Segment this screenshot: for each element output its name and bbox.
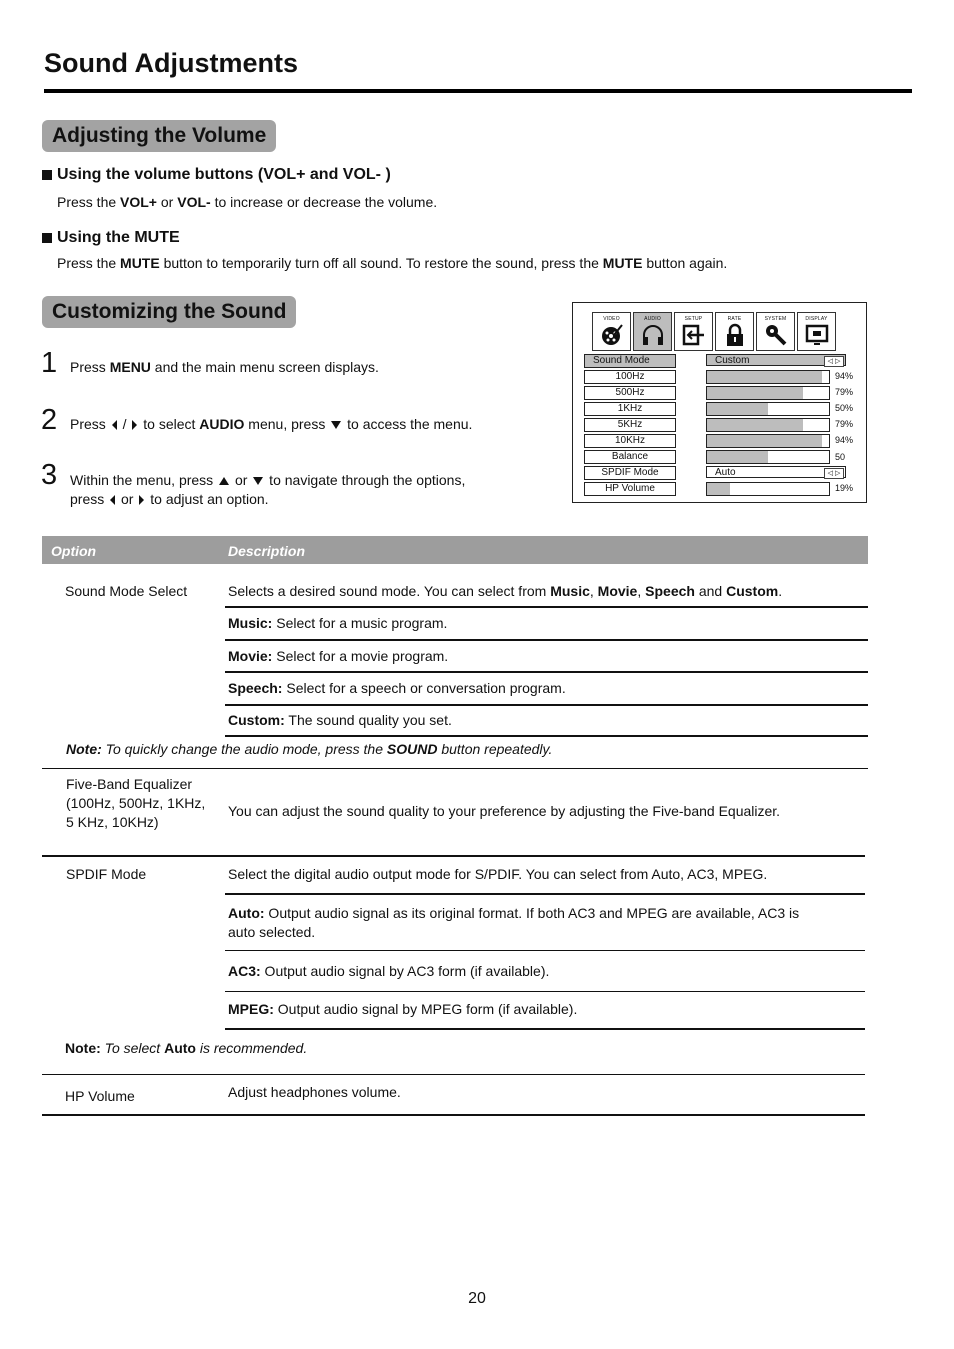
osd-tab-video: VIDEO — [592, 312, 631, 351]
table-bottom-rule — [42, 1114, 865, 1116]
osd-tab-display: DISPLAY — [797, 312, 836, 351]
page-title: Sound Adjustments — [44, 48, 298, 78]
osd-level-bar — [706, 386, 830, 400]
left-right-arrows-icon: ◁ ▷ — [824, 468, 844, 479]
lock-icon — [723, 323, 747, 347]
sound-mode-intro: Selects a desired sound mode. You can select from Music, Movie, Speech and Custom. — [228, 583, 783, 599]
osd-row-label: 1KHz — [584, 402, 676, 416]
row-divider — [225, 671, 868, 673]
wrench-icon — [764, 323, 788, 347]
osd-level-percent: 79% — [835, 387, 854, 397]
spdif-ac3: AC3: Output audio signal by AC3 form (if available). — [228, 963, 550, 979]
row-divider — [225, 639, 868, 641]
spdif-mpeg: MPEG: Output audio signal by MPEG form (if available). — [228, 1001, 578, 1017]
osd-level-percent: 94% — [835, 435, 854, 445]
osd-level-percent: 50 — [835, 452, 846, 462]
setup-icon — [682, 323, 706, 347]
step-number: 1 — [41, 347, 58, 379]
sound-mode-note: Note: To quickly change the audio mode, press the SOUND button repeatedly. — [66, 741, 553, 757]
row-divider — [225, 893, 865, 895]
subheading-mute — [42, 229, 180, 247]
square-bullet-icon — [42, 170, 52, 180]
step-2-text: Press / to select AUDIO menu, press to access the menu. — [70, 416, 473, 432]
section-heading-customize: Customizing the Sound — [42, 296, 296, 328]
section-divider — [42, 768, 868, 769]
osd-row-value: Custom ◁ ▷ — [706, 354, 846, 366]
osd-audio-menu — [572, 302, 867, 503]
spdif-auto: Auto: Output audio signal as its original format. If both AC3 and MPEG are available, AC3 is auto selected. — [228, 905, 800, 940]
square-bullet-icon — [42, 233, 52, 243]
title-rule — [44, 89, 912, 93]
osd-tab-system: SYSTEM — [756, 312, 795, 351]
row-divider — [225, 704, 868, 706]
step-3-text: Within the menu, press or to navigate through the options, press or to adjust an option. — [70, 472, 466, 507]
headphones-icon — [641, 323, 665, 347]
osd-row-label: SPDIF Mode — [584, 466, 676, 480]
display-icon — [805, 323, 829, 347]
sound-mode-music: Music: Select for a music program. — [228, 615, 448, 631]
row-divider — [225, 1028, 865, 1030]
osd-row-label: 10KHz — [584, 434, 676, 448]
osd-row-label: Sound Mode — [584, 354, 676, 368]
option-sound-mode: Sound Mode Select — [65, 583, 188, 599]
option-hp-volume: HP Volume — [65, 1088, 135, 1104]
triangle-down-icon — [253, 477, 263, 485]
row-divider — [225, 950, 865, 951]
spdif-note: Note: To select Auto is recommended. — [65, 1040, 308, 1056]
triangle-up-icon — [219, 477, 229, 485]
osd-level-bar — [706, 482, 830, 496]
osd-row-label: Balance — [584, 450, 676, 464]
subheading-text: Using the MUTE — [57, 229, 180, 246]
sound-mode-speech: Speech: Select for a speech or conversation program. — [228, 680, 566, 696]
osd-row-label: 100Hz — [584, 370, 676, 384]
osd-level-percent: 50% — [835, 403, 854, 413]
sound-mode-custom: Custom: The sound quality you set. — [228, 712, 452, 728]
table-header — [42, 536, 868, 564]
osd-row-label: 500Hz — [584, 386, 676, 400]
osd-level-percent: 79% — [835, 419, 854, 429]
subheading-text: Using the volume buttons (VOL+ and VOL- ) — [57, 166, 391, 183]
section-heading-volume: Adjusting the Volume — [42, 120, 276, 152]
osd-level-percent: 94% — [835, 371, 854, 381]
option-spdif: SPDIF Mode — [66, 866, 147, 882]
triangle-left-icon — [110, 495, 115, 505]
spdif-intro: Select the digital audio output mode for S/PDIF. You can select from Auto, AC3, MPEG. — [228, 866, 768, 882]
mute-text: Press the MUTE button to temporarily turn off all sound. To restore the sound, press the MUTE button again. — [57, 255, 728, 271]
subheading-volume-buttons — [42, 166, 391, 184]
triangle-right-icon — [132, 420, 137, 430]
osd-tab-audio: AUDIO — [633, 312, 672, 351]
video-icon — [600, 323, 624, 347]
row-divider — [225, 606, 868, 608]
osd-level-bar — [706, 418, 830, 432]
row-divider — [225, 991, 865, 992]
option-equalizer: Five-Band Equalizer (100Hz, 500Hz, 1KHz, 5 KHz, 10KHz) — [66, 776, 206, 830]
osd-row-value: Auto ◁ ▷ — [706, 466, 846, 478]
osd-level-bar — [706, 370, 830, 384]
triangle-left-icon — [112, 420, 117, 430]
step-number: 3 — [41, 459, 58, 491]
osd-level-bar — [706, 450, 830, 464]
osd-row-label: HP Volume — [584, 482, 676, 496]
row-divider — [225, 735, 868, 737]
osd-level-percent: 19% — [835, 483, 854, 493]
hp-volume-description: Adjust headphones volume. — [228, 1084, 401, 1100]
step-number: 2 — [41, 404, 58, 436]
osd-row-label: 5KHz — [584, 418, 676, 432]
step-1-text: Press MENU and the main menu screen displays. — [70, 359, 379, 375]
osd-tab-setup: SETUP — [674, 312, 713, 351]
osd-tab-rate: RATE — [715, 312, 754, 351]
page-number: 20 — [468, 1290, 486, 1307]
triangle-right-icon — [139, 495, 144, 505]
sound-mode-movie: Movie: Select for a movie program. — [228, 648, 449, 664]
osd-level-bar — [706, 402, 830, 416]
column-header-option: Option — [51, 543, 97, 559]
section-divider — [42, 855, 865, 857]
volume-buttons-text: Press the VOL+ or VOL- to increase or decrease the volume. — [57, 194, 438, 210]
triangle-down-icon — [331, 421, 341, 429]
column-header-description: Description — [228, 543, 306, 559]
left-right-arrows-icon: ◁ ▷ — [824, 356, 844, 367]
equalizer-description: You can adjust the sound quality to your preference by adjusting the Five-band Equalizer. — [228, 803, 781, 819]
section-divider — [42, 1074, 865, 1075]
osd-level-bar — [706, 434, 830, 448]
